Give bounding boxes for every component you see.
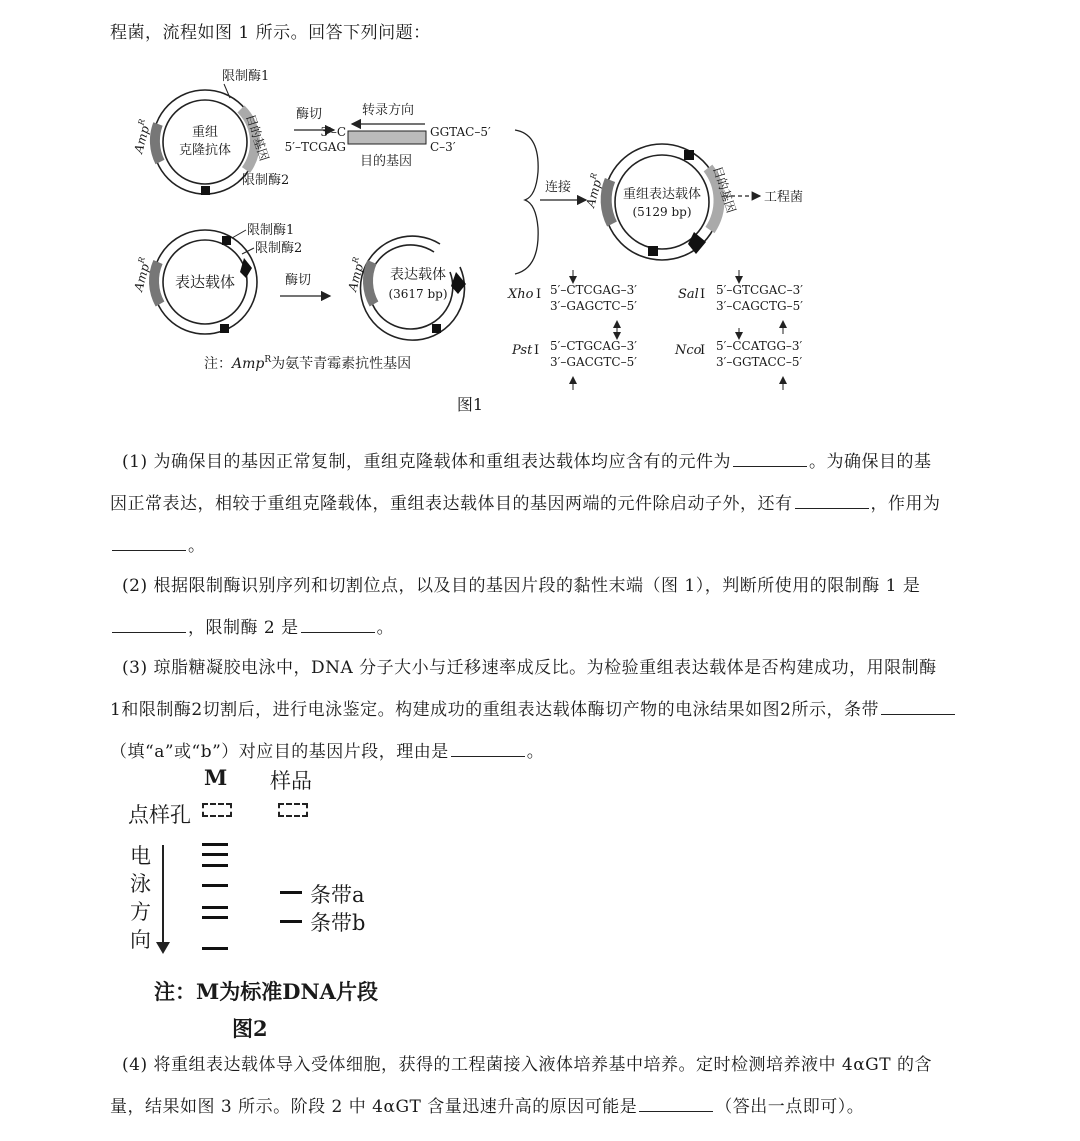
cut-vector-name: 表达载体: [390, 267, 446, 283]
answer-blank[interactable]: [112, 631, 186, 633]
answer-blank[interactable]: [733, 465, 807, 467]
recombinant-expression-vector-plasmid: [581, 144, 803, 260]
question-4-line-1: (4) 将重组表达载体导入受体细胞，获得的工程菌接入液体培养基中培养。定时检测培养液中 4αGT 的含: [122, 1055, 933, 1075]
answer-blank[interactable]: [639, 1110, 713, 1112]
marker-band: [202, 864, 228, 867]
enzyme1-label-2: 限制酶1: [247, 223, 295, 238]
clone-vector-label-1: 重组: [191, 125, 219, 140]
question-1-line-3: 。: [110, 531, 206, 556]
cut-label-1: 酶切: [296, 107, 323, 122]
cut-vector-size: (3617 bp): [388, 287, 448, 301]
svg-text:5′–GTCGAC–3′: 5′–GTCGAC–3′: [716, 283, 803, 297]
engineered-bacteria-label: 工程菌: [764, 190, 804, 205]
target-gene-arc-1: 目的基因: [243, 112, 272, 163]
well-label: 点样孔: [128, 803, 191, 827]
clone-vector-plasmid: [129, 68, 289, 195]
question-2-line-2: ，限制酶 2 是 。: [110, 613, 394, 638]
svg-text:3′–GAGCTC–5′: 3′–GAGCTC–5′: [550, 299, 637, 313]
answer-blank[interactable]: [881, 713, 955, 715]
svg-text:GGTAC–5′: GGTAC–5′: [430, 125, 491, 139]
question-1-line-2: 因正常表达，相较于重组克隆载体，重组表达载体目的基因两端的元件除启动子外，还有 ，作用为: [110, 494, 941, 514]
sample-band-a: [280, 891, 302, 894]
direction-arrow: [162, 845, 164, 945]
marker-band: [202, 843, 228, 846]
question-3-line-3: （填“a”或“b”）对应目的基因片段，理由是 。: [110, 742, 545, 762]
enzyme-pst: [511, 328, 637, 390]
amp-label-3: Amp$^R$: [345, 256, 367, 293]
answer-blank[interactable]: [112, 549, 186, 551]
svg-text:Nco: Nco: [675, 343, 702, 358]
answer-blank[interactable]: [795, 507, 869, 509]
svg-text:Ⅰ: Ⅰ: [700, 343, 706, 358]
figure2-caption: 图2: [232, 1016, 268, 1041]
band-b-label: 条带b: [310, 911, 366, 935]
svg-text:5′–TCGAG: 5′–TCGAG: [284, 140, 346, 154]
svg-text:Ⅰ: Ⅰ: [534, 343, 540, 358]
restriction-enzyme-table: [507, 270, 803, 390]
svg-text:3′–CAGCTG–5′: 3′–CAGCTG–5′: [716, 299, 803, 313]
question-4-line-2: 量，结果如图 3 所示。阶段 2 中 4αGT 含量迅速升高的原因可能是 （答出一点即可）。: [110, 1097, 865, 1117]
figure2-note: 注：M为标准DNA片段: [154, 979, 378, 1004]
answer-blank[interactable]: [301, 631, 375, 633]
marker-band: [202, 853, 228, 856]
svg-text:5′–CTGCAG–3′: 5′–CTGCAG–3′: [550, 339, 637, 353]
svg-text:3′–C: 3′–C: [320, 125, 346, 139]
target-gene-arc-4: 目的基因: [710, 164, 739, 215]
marker-band: [202, 947, 228, 950]
gene-label: 目的基因: [359, 154, 413, 169]
question-1-line-1: (1) 为确保目的基因正常复制，重组克隆载体和重组表达载体均应含有的元件为 。为确保目的基: [122, 452, 932, 472]
well-sample: [278, 803, 308, 817]
enzyme-sal: [678, 270, 803, 334]
expression-vector-label: 表达载体: [174, 273, 236, 291]
transcription-label: 转录方向: [361, 103, 415, 118]
amp-label-1: Amp$^R$: [131, 118, 153, 155]
lane-m-label: M: [204, 765, 228, 790]
band-a-label: 条带a: [310, 883, 365, 907]
intro-text: 程菌，流程如图 1 所示。回答下列问题：: [110, 23, 431, 43]
clone-vector-label-2: 克隆抗体: [178, 143, 232, 158]
expression-vector-plasmid: [129, 222, 302, 334]
svg-text:Sal: Sal: [678, 287, 699, 302]
svg-text:5′–CCATGG–3′: 5′–CCATGG–3′: [716, 339, 803, 353]
figure1-note: 注：Amp$^R$为氨苄青霉素抗性基因: [204, 355, 412, 372]
enzyme2-label-2: 限制酶2: [255, 241, 303, 256]
lane-sample-label: 样品: [270, 769, 312, 793]
marker-band: [202, 906, 228, 909]
question-3-line-1: (3) 琼脂糖凝胶电泳中，DNA 分子大小与迁移速率成反比。为检验重组表达载体是否构建成功，用限制酶: [122, 658, 937, 678]
recomb-vector-name: 重组表达载体: [622, 187, 702, 202]
question-2-line-1: (2) 根据限制酶识别序列和切割位点，以及目的基因片段的黏性末端（图 1），判断所使用的限制酶 1 是: [122, 576, 921, 596]
enzyme2-label-1: 限制酶2: [242, 173, 290, 188]
figure-1: [120, 62, 840, 422]
svg-text:Ⅰ: Ⅰ: [700, 287, 706, 302]
ligate-label: 连接: [545, 180, 572, 195]
marker-band: [202, 916, 228, 919]
enzyme-xho: [507, 270, 637, 334]
enzyme1-label-1: 限制酶1: [222, 69, 270, 84]
cut-expression-vector-plasmid: [343, 236, 466, 340]
marker-band: [202, 884, 228, 887]
recomb-vector-size: (5129 bp): [632, 205, 692, 219]
direction-label: 电 泳 方 向: [130, 844, 151, 952]
svg-text:Pst: Pst: [512, 343, 533, 358]
enzyme-nco: [674, 328, 803, 390]
question-3-line-2: 1和限制酶2切割后，进行电泳鉴定。构建成功的重组表达载体酶切产物的电泳结果如图2所示，条带: [110, 695, 957, 720]
svg-text:Ⅰ: Ⅰ: [536, 287, 542, 302]
svg-text:5′–CTCGAG–3′: 5′–CTCGAG–3′: [550, 283, 637, 297]
figure1-caption: 图1: [456, 395, 484, 414]
svg-text:Xho: Xho: [508, 287, 534, 302]
svg-text:3′–GACGTC–5′: 3′–GACGTC–5′: [550, 355, 637, 369]
well-m: [202, 803, 232, 817]
svg-text:C–3′: C–3′: [430, 140, 456, 154]
direction-arrowhead: [156, 942, 170, 954]
amp-label-2: Amp$^R$: [131, 256, 153, 293]
answer-blank[interactable]: [451, 755, 525, 757]
cut-label-2: 酶切: [285, 273, 312, 288]
amp-label-4: Amp$^R$: [583, 172, 605, 209]
sample-band-b: [280, 920, 302, 923]
svg-text:3′–GGTACC–5′: 3′–GGTACC–5′: [716, 355, 803, 369]
